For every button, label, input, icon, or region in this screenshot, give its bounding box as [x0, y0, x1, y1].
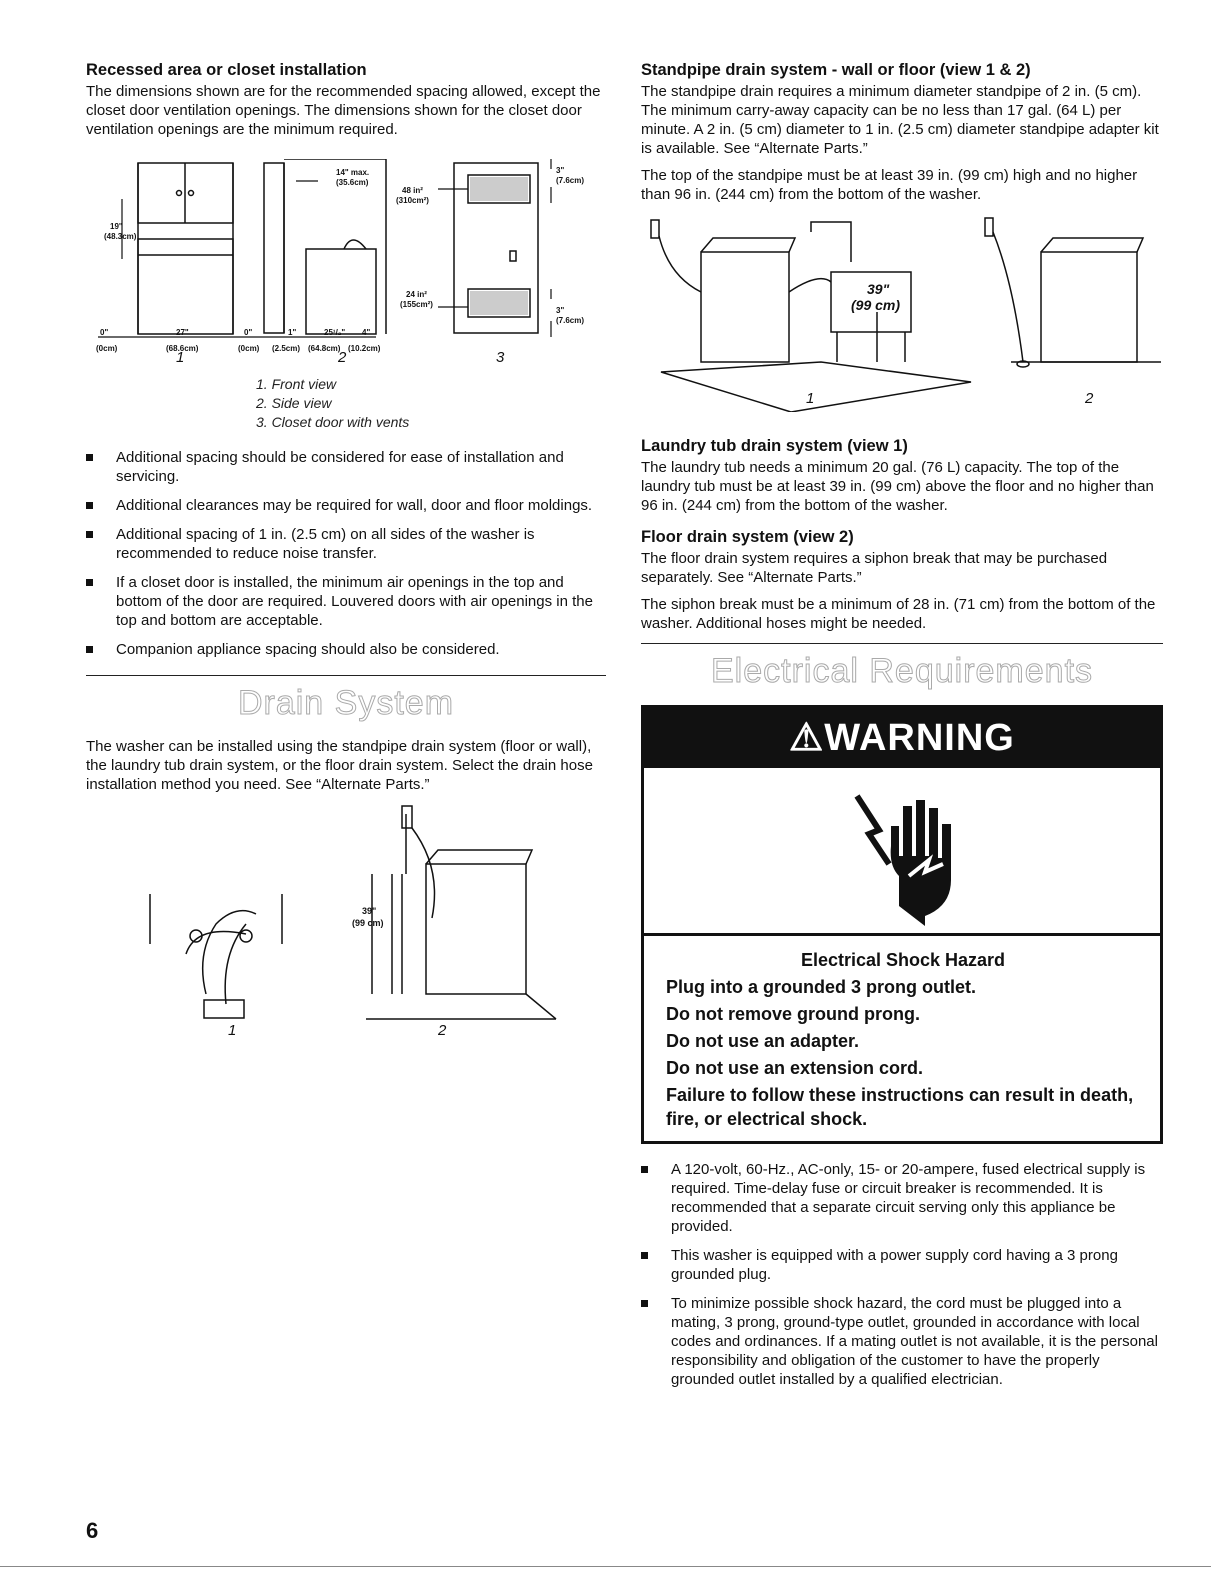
- drain-text: The washer can be installed using the standpipe drain system (floor or wall), the laundry tub drain system, or the floor drain system. Select the drain hose installation method you need. See “Alternate Parts.”: [86, 738, 593, 793]
- fig1-captions: [256, 375, 606, 432]
- recessed-heading: Recessed area or closet installation: [86, 61, 367, 79]
- caption-side-view: 2. Side view: [256, 395, 332, 411]
- hazard-title: Electrical Shock Hazard: [800, 950, 1006, 970]
- dim-14max-cm: (35.6cm): [336, 178, 369, 187]
- installation-diagram: [86, 159, 606, 369]
- left-column: [86, 60, 606, 1054]
- dim-0a: 0": [100, 328, 109, 337]
- list-item: To minimize possible shock hazard, the cord must be plugged into a mating, 3 prong, ground-type outlet, grounded in accordance with local codes and ordinances. If a mating outlet is not available, it is the personal responsibility and obligation of the customer to have the properly grounded outlet installed by a qualified electrician.: [641, 1294, 1163, 1389]
- right-column: [641, 60, 1163, 1399]
- recessed-text: The dimensions shown are for the recommended spacing allowed, except the closet door ventilation openings. The dimensions shown for the closet door ventilation openings are the minimum required.: [86, 83, 601, 138]
- dim-4: 4": [362, 328, 371, 337]
- dim-vent48: 48 in²: [402, 186, 423, 195]
- dim-27-cm: (68.6cm): [166, 344, 199, 353]
- drain-height-cm: (99 cm): [352, 918, 384, 928]
- warning-line: Do not use an extension cord.: [666, 1058, 924, 1078]
- list-item: A 120-volt, 60-Hz., AC-only, 15- or 20-ampere, fused electrical supply is required. Time-delay fuse or circuit breaker is recommended. It is recommended that a separate circuit serving only this appliance be provided.: [641, 1160, 1163, 1236]
- warning-header: [644, 708, 1160, 768]
- dim-vent24: 24 in²: [406, 290, 427, 299]
- section-divider: [641, 643, 1163, 644]
- drain-height: 39": [362, 906, 377, 916]
- tub-text: The laundry tub needs a minimum 20 gal. (76 L) capacity. The top of the laundry tub must be at least 39 in. (99 cm) above the floor and no higher than 96 in. (244 cm) from the bottom of the washer.: [641, 459, 1154, 514]
- fig1-label-2: 2: [338, 349, 347, 366]
- list-item: Additional clearances may be required for wall, door and floor moldings.: [86, 496, 606, 515]
- dim-0b: 0": [244, 328, 253, 337]
- dim-vent24-cm: (155cm²): [400, 300, 433, 309]
- list-item: Companion appliance spacing should also be considered.: [86, 640, 606, 659]
- warning-body: [644, 936, 1160, 1141]
- drain-system-title: Drain System: [237, 684, 455, 722]
- dim-3-bot: 3": [556, 306, 565, 315]
- standpipe-height: 39": [867, 281, 890, 297]
- dim-4-cm: (10.2cm): [348, 344, 381, 353]
- warning-line: Failure to follow these instructions can result in death, fire, or electrical shock.: [666, 1085, 1134, 1129]
- warning-line: Do not remove ground prong.: [666, 1004, 920, 1024]
- standpipe-fig-label-1: 1: [806, 390, 815, 407]
- fig1-label-1: 1: [176, 349, 185, 366]
- standpipe-fig-label-2: 2: [1085, 390, 1094, 407]
- dim-19-cm: (48.3cm): [104, 232, 137, 241]
- floor-text-2: The siphon break must be a minimum of 28 in. (71 cm) from the bottom of the washer. Additional hoses might be needed.: [641, 596, 1156, 632]
- drain-fig-label-2: 2: [438, 1022, 447, 1039]
- dim-19: 19": [110, 222, 123, 231]
- drain-fig-label-1: 1: [228, 1022, 237, 1039]
- dim-1: 1": [288, 328, 297, 337]
- standpipe-text-1: The standpipe drain requires a minimum diameter standpipe of 2 in. (5 cm). The minimum carry-away capacity can be no less than 17 gal. (64 L) per minute. A 2 in. (5 cm) diameter to 1 in. (2.5 cm) diameter standpipe adapter kit is available. See “Alternate Parts.”: [641, 83, 1159, 157]
- standpipe-diagram: [641, 212, 1163, 436]
- standpipe-height-cm: (99 cm): [851, 297, 901, 313]
- dim-25: 25¹/₂": [324, 328, 346, 337]
- warning-line: Do not use an adapter.: [666, 1031, 860, 1051]
- list-item: This washer is equipped with a power supply cord having a 3 prong grounded plug.: [641, 1246, 1163, 1284]
- dim-3-top: 3": [556, 166, 565, 175]
- warning-triangle-icon: ⚠: [789, 717, 825, 759]
- standpipe-text-2: The top of the standpipe must be at least 39 in. (99 cm) high and no higher than 96 in. (244 cm) from the bottom of the washer.: [641, 167, 1138, 203]
- dim-0a-cm: (0cm): [96, 344, 118, 353]
- shock-hazard-icon: [644, 768, 1160, 936]
- tub-heading: Laundry tub drain system (view 1): [641, 437, 908, 455]
- warning-line: Plug into a grounded 3 prong outlet.: [666, 977, 976, 997]
- installation-diagram-svg: [86, 159, 606, 369]
- caption-closet-door: 3. Closet door with vents: [256, 414, 410, 430]
- fig1-label-3: 3: [496, 349, 505, 366]
- standpipe-heading: Standpipe drain system - wall or floor (view 1 & 2): [641, 61, 1031, 79]
- hand-shock-icon: [839, 776, 969, 926]
- warning-box: [641, 705, 1163, 1144]
- bottom-rule: [0, 1566, 1211, 1567]
- spacing-bullets: [86, 448, 606, 659]
- floor-heading: Floor drain system (view 2): [641, 528, 854, 546]
- warning-title: WARNING: [824, 717, 1015, 759]
- caption-front-view: 1. Front view: [256, 376, 337, 392]
- list-item: Additional spacing should be considered for ease of installation and servicing.: [86, 448, 606, 486]
- floor-text-1: The floor drain system requires a siphon break that may be purchased separately. See “Alternate Parts.”: [641, 550, 1108, 586]
- dim-0b-cm: (0cm): [238, 344, 260, 353]
- drain-diagram: [86, 804, 606, 1054]
- drain-diagram-svg: [86, 804, 606, 1034]
- electrical-title: Electrical Requirements: [710, 652, 1094, 690]
- dim-3-top-cm: (7.6cm): [556, 176, 585, 185]
- dim-14max: 14" max.: [336, 168, 370, 177]
- page-number: 6: [86, 1518, 99, 1543]
- dim-27: 27": [176, 328, 189, 337]
- electrical-bullets: [641, 1160, 1163, 1389]
- dim-1-cm: (2.5cm): [272, 344, 301, 353]
- dim-vent48-cm: (310cm²): [396, 196, 429, 205]
- standpipe-diagram-svg: [641, 212, 1163, 412]
- section-divider: [86, 675, 606, 676]
- list-item: If a closet door is installed, the minimum air openings in the top and bottom of the door are required. Louvered doors with air openings in the top and bottom are acceptable.: [86, 573, 606, 630]
- list-item: Additional spacing of 1 in. (2.5 cm) on all sides of the washer is recommended to reduce noise transfer.: [86, 525, 606, 563]
- dim-25-cm: (64.8cm): [308, 344, 341, 353]
- dim-3-bot-cm: (7.6cm): [556, 316, 585, 325]
